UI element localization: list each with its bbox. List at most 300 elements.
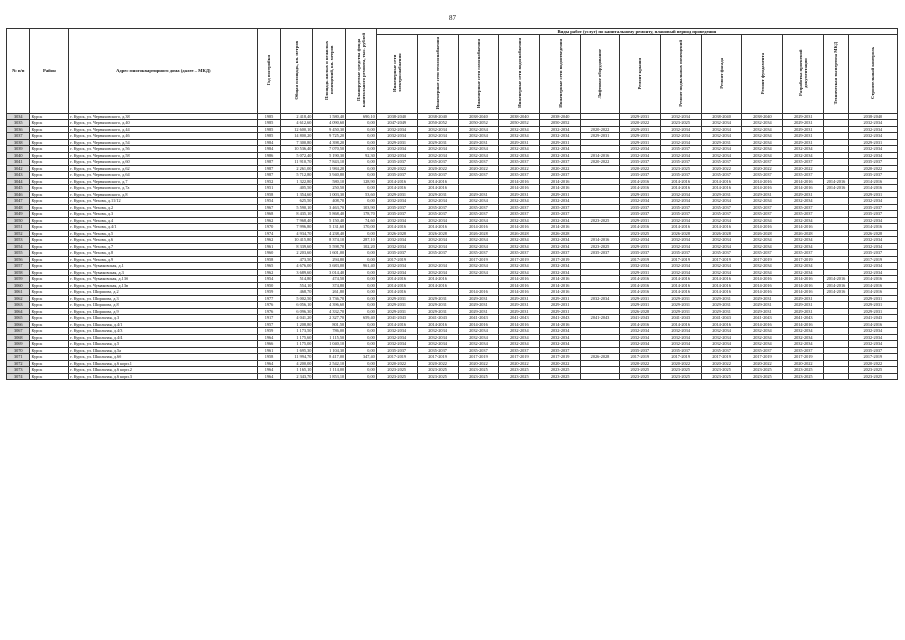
- row-work-period: 2026-2028: [376, 230, 417, 237]
- row-work-period: 2032-2034: [783, 217, 824, 224]
- row-work-period: 2035-2037: [742, 204, 783, 211]
- row-work-period: 2032-2034: [499, 334, 540, 341]
- row-living-area: 4 332,70: [313, 308, 346, 315]
- row-address: г. Курск, ул. Школьная, д.4/1: [69, 321, 258, 328]
- row-work-period: 2035-2037: [701, 204, 742, 211]
- row-district: Курск: [30, 211, 69, 218]
- row-work-period: 2032-2034: [376, 334, 417, 341]
- row-work-period: 2014-2016: [783, 289, 824, 296]
- row-work-period: 2035-2037: [701, 172, 742, 179]
- page-number: 87: [449, 14, 456, 22]
- row-work-period: 2014-2016: [540, 321, 581, 328]
- row-funds: 0,00: [346, 120, 377, 127]
- row-district: Курск: [30, 172, 69, 179]
- row-total-area: 5 072,40: [280, 152, 313, 159]
- row-work-period: 2023-2025: [701, 367, 742, 374]
- row-work-period: 2029-2031: [417, 308, 458, 315]
- row-work-period: 2035-2037: [417, 204, 458, 211]
- row-number: 3053: [7, 237, 30, 244]
- row-work-period: 2032-2034: [540, 263, 581, 270]
- row-work-period: 2020-2022: [742, 165, 783, 172]
- row-work-period: 2032-2034: [848, 133, 897, 140]
- row-work-period: 2032-2034: [783, 146, 824, 153]
- row-work-period: 2032-2034: [701, 237, 742, 244]
- row-work-period: 2029-2031: [783, 133, 824, 140]
- row-work-period: 2032-2034: [742, 120, 783, 127]
- row-address: г. Курск, ул. Ширшова, д.8: [69, 302, 258, 309]
- row-living-area: 261,80: [313, 289, 346, 296]
- row-work-period: 2035-2037: [742, 159, 783, 166]
- col-work-header: Инженерные сети теплоснабжения: [417, 35, 458, 113]
- row-funds: 0,00: [346, 302, 377, 309]
- row-work-period: 2032-2034: [540, 328, 581, 335]
- row-work-period: 2032-2034: [417, 217, 458, 224]
- row-funds: 0,00: [346, 321, 377, 328]
- row-address: г. Курск, ул. Черняховского, д.8: [69, 191, 258, 198]
- row-work-period: 2032-2034: [701, 334, 742, 341]
- row-work-period: 2029-2031: [783, 126, 824, 133]
- row-living-area: 2 327,70: [313, 315, 346, 322]
- register-table: [6, 28, 898, 380]
- row-work-period: 2017-2019: [660, 354, 701, 361]
- row-work-period: 2014-2016: [660, 321, 701, 328]
- row-number: 3056: [7, 256, 30, 263]
- row-work-period: 2032-2034: [619, 263, 660, 270]
- row-work-period: 2014-2016: [540, 289, 581, 296]
- row-work-period: 2014-2016: [701, 224, 742, 231]
- row-address: г. Курск, ул. Чехова, д.4/1: [69, 224, 258, 231]
- row-work-period: 2023-2025: [848, 373, 897, 380]
- row-work-period: 2035-2037: [458, 159, 499, 166]
- row-work-period: 2032-2034: [417, 126, 458, 133]
- row-work-period: 2023-2025: [581, 217, 620, 224]
- row-total-area: 8 339,60: [280, 243, 313, 250]
- row-funds: 0,00: [346, 276, 377, 283]
- row-address: г. Курск, ул. Чехова, д.6: [69, 237, 258, 244]
- row-address: г. Курск, ул. Чехова, д.11/12: [69, 198, 258, 205]
- row-work-period: 2032-2034: [848, 152, 897, 159]
- row-district: Курск: [30, 185, 69, 192]
- row-work-period: 2032-2034: [783, 152, 824, 159]
- row-total-area: 1 173,50: [280, 328, 313, 335]
- row-work-period: 2035-2037: [417, 250, 458, 257]
- row-work-period: 2029-2031: [417, 191, 458, 198]
- row-work-period: 2020-2022: [701, 165, 742, 172]
- row-work-period: 2035-2037: [619, 172, 660, 179]
- row-work-period: 2032-2034: [540, 152, 581, 159]
- row-work-period: 2023-2025: [581, 243, 620, 250]
- row-work-period: 2032-2034: [660, 217, 701, 224]
- row-work-period: 2017-2019: [458, 256, 499, 263]
- row-total-area: 554,10: [280, 282, 313, 289]
- row-work-period: 2032-2034: [619, 146, 660, 153]
- row-address: г. Курск, ул. Чехова, д.7: [69, 243, 258, 250]
- row-number: 3050: [7, 217, 30, 224]
- row-work-period: 2035-2037: [848, 211, 897, 218]
- row-work-period: 2032-2034: [783, 341, 824, 348]
- row-work-period: 2032-2034: [540, 243, 581, 250]
- row-work-period: 2023-2025: [660, 373, 701, 380]
- row-work-period: 2014-2016: [742, 185, 783, 192]
- row-work-period: 2032-2034: [458, 269, 499, 276]
- row-living-area: 5 598,70: [313, 243, 346, 250]
- row-work-period: 2032-2034: [540, 146, 581, 153]
- row-work-period: 2017-2019: [376, 354, 417, 361]
- row-work-period: 2032-2034: [376, 126, 417, 133]
- row-work-period: 2032-2034: [619, 341, 660, 348]
- row-year: 1954: [258, 276, 280, 283]
- row-district: Курск: [30, 217, 69, 224]
- row-work-period: 2029-2031: [376, 308, 417, 315]
- row-work-period: 2035-2037: [499, 347, 540, 354]
- row-work-period: 2032-2034: [417, 198, 458, 205]
- row-district: Курск: [30, 256, 69, 263]
- row-work-period: 2014-2016: [499, 289, 540, 296]
- row-living-area: 5 868,40: [313, 211, 346, 218]
- row-year: 1962: [258, 217, 280, 224]
- row-number: 3064: [7, 308, 30, 315]
- row-funds: 0,00: [346, 308, 377, 315]
- row-work-period: 2026-2028: [540, 230, 581, 237]
- row-work-period: 2029-2031: [619, 133, 660, 140]
- row-work-period: 2032-2034: [660, 133, 701, 140]
- row-work-period: 2014-2016: [540, 185, 581, 192]
- row-work-period: 2020-2022: [417, 360, 458, 367]
- row-living-area: 3 940,80: [313, 172, 346, 179]
- row-work-period: 2029-2031: [376, 139, 417, 146]
- row-work-period: 2032-2034: [742, 243, 783, 250]
- row-work-period: 2032-2034: [417, 146, 458, 153]
- row-work-period: 2014-2016: [701, 276, 742, 283]
- row-work-period: 2014-2016: [824, 282, 849, 289]
- row-year: 1958: [258, 354, 280, 361]
- row-work-period: 2014-2016: [376, 276, 417, 283]
- row-work-period: 2014-2016: [376, 178, 417, 185]
- row-year: 1976: [258, 302, 280, 309]
- row-work-period: 2032-2034: [742, 139, 783, 146]
- row-number: 3039: [7, 146, 30, 153]
- row-work-period: 2026-2028: [660, 230, 701, 237]
- row-work-period: 2035-2037: [417, 211, 458, 218]
- row-total-area: 7 300,80: [280, 139, 313, 146]
- col-district-header: Район: [30, 29, 69, 114]
- row-total-area: 625,50: [280, 198, 313, 205]
- row-number: 3062: [7, 295, 30, 302]
- row-total-area: 5 002,50: [280, 295, 313, 302]
- row-district: Курск: [30, 341, 69, 348]
- row-number: 3037: [7, 133, 30, 140]
- row-work-period: 2032-2034: [848, 269, 897, 276]
- row-work-period: 2032-2034: [499, 237, 540, 244]
- row-work-period: 2032-2034: [783, 334, 824, 341]
- row-work-period: 2041-2043: [660, 315, 701, 322]
- row-work-period: 2032-2034: [540, 341, 581, 348]
- row-work-period: 2026-2028: [701, 230, 742, 237]
- row-total-area: 405,50: [280, 185, 313, 192]
- row-funds: 0,00: [346, 295, 377, 302]
- row-work-period: 2032-2034: [783, 263, 824, 270]
- row-work-period: 2014-2016: [619, 282, 660, 289]
- row-work-period: 2035-2037: [660, 211, 701, 218]
- row-funds: 0,00: [346, 341, 377, 348]
- row-work-period: 2014-2016: [417, 276, 458, 283]
- row-work-period: 2014-2016: [499, 185, 540, 192]
- row-year: 1987: [258, 172, 280, 179]
- row-funds: 690,10: [346, 113, 377, 120]
- row-work-period: 2014-2016: [458, 321, 499, 328]
- row-work-period: 2014-2016: [701, 289, 742, 296]
- row-district: Курск: [30, 263, 69, 270]
- row-address: г. Курск, ул. Ширшова, д.2: [69, 289, 258, 296]
- row-work-period: 2032-2034: [783, 328, 824, 335]
- row-address: г. Курск, ул. Черняховского, д.7: [69, 178, 258, 185]
- row-number: 3067: [7, 328, 30, 335]
- row-year: 1954: [258, 198, 280, 205]
- row-district: Курск: [30, 308, 69, 315]
- row-number: 3073: [7, 367, 30, 374]
- row-address: г. Курск, ул. Школьная, д.6 корп.2: [69, 367, 258, 374]
- row-work-period: 2032-2034: [783, 198, 824, 205]
- row-year: 1950: [258, 282, 280, 289]
- row-living-area: 3 463,70: [313, 204, 346, 211]
- row-work-period: 2023-2025: [660, 165, 701, 172]
- row-work-period: 2032-2034: [783, 237, 824, 244]
- row-work-period: 2014-2016: [540, 276, 581, 283]
- row-funds: 659,40: [346, 315, 377, 322]
- row-work-period: 2014-2016: [619, 321, 660, 328]
- row-work-period: 2041-2043: [540, 315, 581, 322]
- row-work-period: 2029-2031: [540, 308, 581, 315]
- row-work-period: 2014-2016: [376, 321, 417, 328]
- row-living-area: 4 396,60: [313, 302, 346, 309]
- row-year: 1917: [258, 315, 280, 322]
- row-address: г. Курск, ул. Черняховского, д.38: [69, 113, 258, 120]
- row-year: 1966: [258, 341, 280, 348]
- row-work-period: 2032-2034: [742, 328, 783, 335]
- row-total-area: 1 208,80: [280, 321, 313, 328]
- row-work-period: 2032-2034: [619, 237, 660, 244]
- row-living-area: 1 114,00: [313, 367, 346, 374]
- row-work-period: 2038-2040: [417, 113, 458, 120]
- row-work-period: 2017-2019: [499, 256, 540, 263]
- row-work-period: 2020-2022: [458, 165, 499, 172]
- row-work-period: 2032-2034: [742, 133, 783, 140]
- row-living-area: 5 190,30: [313, 152, 346, 159]
- row-number: 3042: [7, 165, 30, 172]
- row-work-period: 2050-2052: [417, 120, 458, 127]
- row-work-period: 2035-2037: [783, 211, 824, 218]
- row-work-period: 2032-2034: [499, 341, 540, 348]
- row-work-period: 2029-2031: [458, 302, 499, 309]
- row-work-period: 2035-2037: [742, 172, 783, 179]
- row-work-period: 2035-2037: [540, 211, 581, 218]
- row-funds: 74,60: [346, 217, 377, 224]
- row-total-area: 468,70: [280, 289, 313, 296]
- row-living-area: 4 238,40: [313, 230, 346, 237]
- row-work-period: 2029-2031: [376, 295, 417, 302]
- row-work-period: 2029-2031: [783, 139, 824, 146]
- row-work-period: 2041-2043: [458, 315, 499, 322]
- row-year: 1962: [258, 269, 280, 276]
- row-work-period: 2035-2037: [499, 211, 540, 218]
- row-work-period: 2032-2034: [540, 334, 581, 341]
- row-year: 1964: [258, 360, 280, 367]
- row-work-period: 2023-2025: [540, 373, 581, 380]
- table-row: [7, 373, 898, 380]
- row-work-period: 2014-2016: [660, 185, 701, 192]
- row-work-period: 2020-2022: [376, 165, 417, 172]
- row-total-area: 1 695,30: [280, 347, 313, 354]
- row-number: 3034: [7, 113, 30, 120]
- row-work-period: 2029-2031: [701, 308, 742, 315]
- row-work-period: 2041-2043: [376, 315, 417, 322]
- row-work-period: 2032-2034: [581, 295, 620, 302]
- row-living-area: 1 853,10: [313, 373, 346, 380]
- row-work-period: 2032-2034: [619, 152, 660, 159]
- row-year: 1985: [258, 126, 280, 133]
- row-year: 1977: [258, 295, 280, 302]
- row-work-period: 2035-2037: [417, 159, 458, 166]
- row-district: Курск: [30, 191, 69, 198]
- col-address-header: Адрес многоквартирного дома (далее – МКД): [69, 29, 258, 114]
- row-work-period: 2032-2034: [499, 263, 540, 270]
- row-district: Курск: [30, 334, 69, 341]
- row-work-period: 2020-2022: [540, 165, 581, 172]
- row-number: 3049: [7, 211, 30, 218]
- row-district: Курск: [30, 198, 69, 205]
- row-work-period: 2032-2034: [376, 198, 417, 205]
- row-work-period: 2032-2034: [499, 146, 540, 153]
- row-number: 3063: [7, 302, 30, 309]
- row-work-period: 2032-2034: [376, 146, 417, 153]
- row-living-area: 294,80: [313, 256, 346, 263]
- row-work-period: 2029-2031: [499, 191, 540, 198]
- row-work-period: 2014-2016: [499, 178, 540, 185]
- row-funds: 0,00: [346, 256, 377, 263]
- row-total-area: 5 590,10: [280, 204, 313, 211]
- row-work-period: 2035-2037: [458, 250, 499, 257]
- row-work-period: 2032-2034: [701, 133, 742, 140]
- row-number: 3069: [7, 341, 30, 348]
- row-year: 1984: [258, 146, 280, 153]
- row-work-period: 2032-2034: [540, 126, 581, 133]
- row-address: г. Курск, ул. Черняховского, д.62: [69, 165, 258, 172]
- row-work-period: 2032-2034: [499, 217, 540, 224]
- row-work-period: 2035-2037: [458, 204, 499, 211]
- row-district: Курск: [30, 230, 69, 237]
- row-address: г. Курск, ул. Чумаковская, д.1: [69, 263, 258, 270]
- row-work-period: 2032-2034: [660, 126, 701, 133]
- row-district: Курск: [30, 360, 69, 367]
- row-year: 1964: [258, 334, 280, 341]
- row-work-period: 2014-2016: [499, 321, 540, 328]
- row-number: 3070: [7, 347, 30, 354]
- col-work-header: Инженерные сети электроснабжения: [376, 35, 417, 113]
- row-living-area: 374,80: [313, 282, 346, 289]
- row-year: 1964: [258, 373, 280, 380]
- row-work-period: 2032-2034: [417, 237, 458, 244]
- row-work-period: 2014-2016: [376, 282, 417, 289]
- row-work-period: 2035-2037: [619, 250, 660, 257]
- row-work-period: 2032-2034: [458, 146, 499, 153]
- row-work-period: 2032-2034: [742, 217, 783, 224]
- row-number: 3041: [7, 159, 30, 166]
- row-address: г. Курск, ул. Чехова, д.4: [69, 217, 258, 224]
- row-work-period: 2032-2034: [499, 269, 540, 276]
- row-work-period: 2014-2016: [783, 224, 824, 231]
- row-work-period: 2029-2031: [499, 302, 540, 309]
- row-work-period: 2038-2040: [458, 113, 499, 120]
- row-work-period: 2029-2031: [540, 139, 581, 146]
- row-total-area: 473,50: [280, 256, 313, 263]
- row-work-period: 2041-2043: [742, 315, 783, 322]
- row-funds: 0,00: [346, 165, 377, 172]
- row-work-period: 2032-2034: [701, 263, 742, 270]
- row-work-period: 2035-2037: [701, 347, 742, 354]
- col-work-header: Ремонт крыши: [619, 35, 660, 113]
- row-year: 1985: [258, 120, 280, 127]
- row-number: 3040: [7, 152, 30, 159]
- row-work-period: 2032-2034: [458, 198, 499, 205]
- row-work-period: 2032-2034: [619, 198, 660, 205]
- row-year: 1959: [258, 328, 280, 335]
- col-work-header: Разработка проектной документации: [783, 35, 824, 113]
- row-work-period: 2032-2034: [660, 243, 701, 250]
- row-work-period: 2035-2037: [660, 159, 701, 166]
- row-work-period: 2029-2031: [783, 302, 824, 309]
- row-funds: 0,00: [346, 198, 377, 205]
- row-work-period: 2014-2016: [376, 289, 417, 296]
- row-living-area: 7 070,50: [313, 146, 346, 153]
- row-work-period: 2032-2034: [660, 191, 701, 198]
- row-work-period: 2029-2031: [701, 191, 742, 198]
- row-funds: 0,00: [346, 172, 377, 179]
- row-number: 3035: [7, 120, 30, 127]
- row-address: г. Курск, ул. Чехова, д.3: [69, 211, 258, 218]
- row-address: г. Курск, ул. Черняховского, д.58: [69, 152, 258, 159]
- row-work-period: 2032-2034: [848, 146, 897, 153]
- row-work-period: 2032-2034: [376, 217, 417, 224]
- row-living-area: 3 683,00: [313, 263, 346, 270]
- row-work-period: 2014-2016: [824, 276, 849, 283]
- row-district: Курск: [30, 224, 69, 231]
- row-work-period: 2032-2034: [660, 263, 701, 270]
- row-work-period: 2032-2034: [458, 334, 499, 341]
- row-work-period: 2032-2034: [499, 133, 540, 140]
- row-work-period: 2014-2016: [701, 321, 742, 328]
- row-total-area: 7 968,40: [280, 217, 313, 224]
- row-work-period: 2029-2031: [619, 217, 660, 224]
- row-work-period: 2035-2037: [660, 172, 701, 179]
- row-work-period: 2035-2037: [499, 250, 540, 257]
- row-work-period: 2014-2016: [783, 178, 824, 185]
- row-work-period: 2035-2037: [783, 204, 824, 211]
- row-work-period: 2014-2016: [417, 178, 458, 185]
- row-funds: 347,40: [346, 354, 377, 361]
- row-year: 1958: [258, 256, 280, 263]
- row-work-period: 2032-2034: [848, 341, 897, 348]
- row-work-period: 2050-2052: [499, 120, 540, 127]
- row-work-period: 2032-2034: [701, 198, 742, 205]
- row-work-period: 2014-2016: [848, 321, 897, 328]
- row-work-period: 2014-2016: [417, 321, 458, 328]
- row-work-period: 2026-2028: [742, 230, 783, 237]
- row-total-area: 11 994,70: [280, 354, 313, 361]
- row-work-period: 2032-2034: [660, 152, 701, 159]
- row-work-period: 2029-2031: [376, 191, 417, 198]
- row-funds: 0,00: [346, 328, 377, 335]
- row-work-period: 2032-2034: [376, 269, 417, 276]
